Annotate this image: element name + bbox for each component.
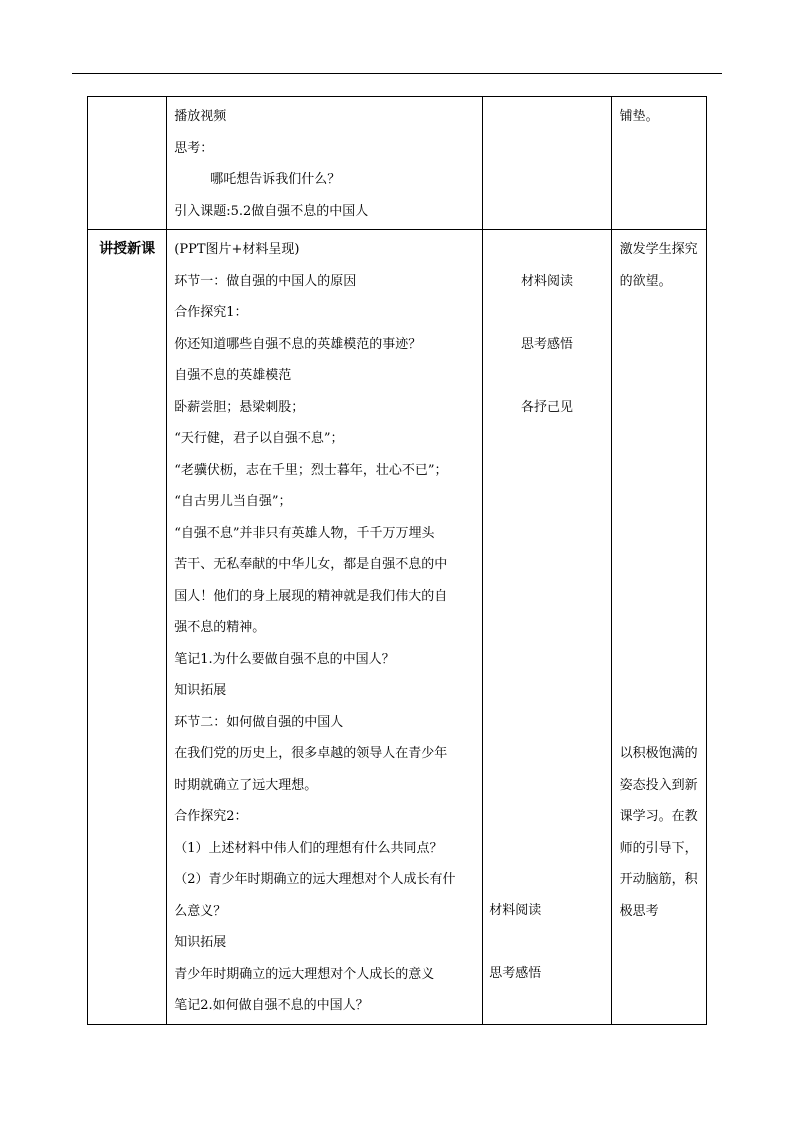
content-line: 强不息的精神。 (174, 620, 266, 635)
lesson-plan-table (87, 96, 707, 1025)
activity-cell (483, 97, 611, 230)
activity-line: 思考感悟 (520, 336, 573, 352)
activity-line: 思考感悟 (489, 966, 542, 981)
notes-line: 的欲望。 (619, 273, 672, 289)
table-row (88, 230, 707, 1025)
content-line: 合作探究1： (174, 305, 248, 320)
content-line: “自强不息”并非只有英雄人物，千千万万埋头 (174, 525, 435, 541)
notes-line: 以积极饱满的 (619, 746, 698, 761)
activity-line: 材料阅读 (520, 273, 573, 289)
content-line: 笔记1.为什么要做自强不息的中国人？ (174, 651, 395, 667)
content-line: 在我们党的历史上，很多卓越的领导人在青少年 (174, 746, 448, 761)
activity-line: 各抒己见 (520, 399, 573, 415)
content-line (174, 196, 482, 228)
content-line: “自古男儿当自强”； (174, 494, 292, 509)
stage-cell (88, 230, 167, 1025)
header-rule (72, 73, 722, 74)
lesson-title: 引入课题:5.2做自强不息的中国人 (174, 203, 369, 219)
notes-line: 开动脑筋，积 (619, 872, 698, 887)
content-line: 国人！他们的身上展现的精神就是我们伟大的自 (174, 588, 448, 604)
notes-line: 铺垫。 (619, 109, 659, 124)
content-line: （1）上述材料中伟人们的理想有什么共同点？ (174, 840, 443, 856)
content-line: 自强不息的英雄模范 (174, 368, 292, 383)
content-line: 思考： (174, 140, 214, 156)
content-line: 时期就确立了远大理想。 (174, 777, 318, 793)
content-line: (PPT图片+材料呈现) (174, 242, 300, 257)
content-line: 播放视频 (174, 109, 227, 124)
content-line: 环节一：做自强的中国人的原因 (174, 273, 357, 289)
notes-line: 激发学生探究 (619, 242, 698, 257)
content-line: 笔记2.如何做自强不息的中国人？ (174, 998, 369, 1013)
stage-label: 讲授新课 (99, 241, 156, 257)
activity-line: 材料阅读 (489, 903, 542, 918)
content-line: 么意义？ (174, 903, 227, 919)
content-line: “天行健，君子以自强不息”； (174, 431, 344, 446)
content-line: 你还知道哪些自强不息的英雄模范的事迹？ (174, 336, 422, 352)
content-line: 知识拓展 (174, 935, 227, 950)
table-row (88, 97, 707, 230)
notes-cell (611, 230, 706, 1025)
content-line: 哪吒想告诉我们什么？ (210, 172, 341, 187)
activity-cell (483, 230, 611, 1025)
content-line: “老骥伏枥，志在千里；烈士暮年，壮心不已”； (174, 462, 448, 478)
content-line: 苦干、无私奉献的中华儿女，都是自强不息的中 (174, 557, 448, 572)
content-line: 青少年时期确立的远大理想对个人成长的意义 (174, 966, 435, 982)
notes-line: 师的引导下， (619, 840, 698, 856)
content-line: 环节二：如何做自强的中国人 (174, 714, 344, 730)
content-line: （2）青少年时期确立的远大理想对个人成长有什 (174, 872, 456, 887)
content-line: 合作探究2： (174, 809, 248, 824)
content-line: 知识拓展 (174, 683, 227, 698)
notes-line: 极思考 (619, 903, 659, 919)
content-cell (167, 97, 483, 230)
content-line: 卧薪尝胆；悬梁刺股； (174, 399, 305, 415)
notes-line: 课学习。在教 (619, 809, 698, 824)
content-cell (167, 230, 483, 1025)
notes-line: 姿态投入到新 (619, 777, 698, 793)
stage-cell (88, 97, 167, 230)
notes-cell (611, 97, 706, 230)
